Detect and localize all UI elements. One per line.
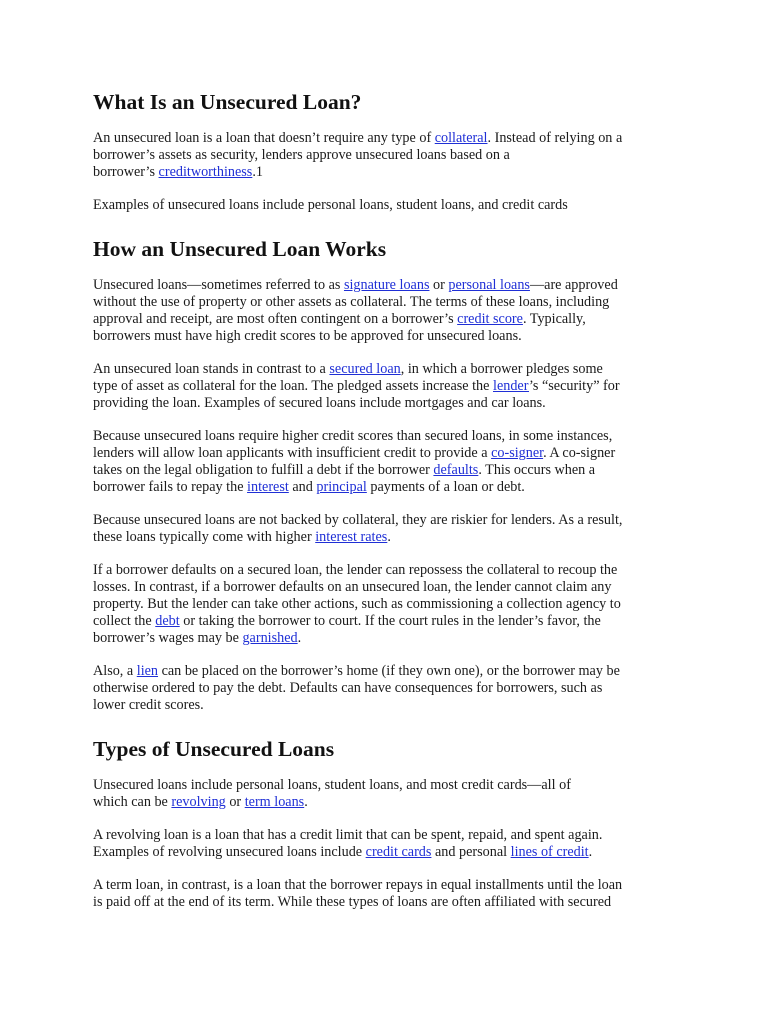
link-lines-of-credit[interactable]: lines of credit [510,844,589,860]
heading-types-of-unsecured-loans: Types of Unsecured Loans [93,737,335,761]
link-debt[interactable]: debt [155,613,180,629]
link-interest[interactable]: interest [247,479,289,495]
link-interest-rates[interactable]: interest rates [315,529,388,545]
paragraph-lien: Also, a lien can be placed on the borrower’s home (if they own one), or the borrower may be otherwise ordered to pay the debt. Defaults can have consequences for borrowers, such as lower credit scores. [93,663,620,713]
link-collateral[interactable]: collateral [434,130,488,146]
link-co-signer[interactable]: co-signer [491,445,544,461]
paragraph-types: Unsecured loans include personal loans, student loans, and most credit cards—all of which can be revolving or term loans. [93,777,571,810]
link-secured-loan[interactable]: secured loan [329,361,401,377]
link-credit-cards[interactable]: credit cards [365,844,432,860]
heading-how-unsecured-loan-works: How an Unsecured Loan Works [93,237,387,261]
paragraph-how-works: Unsecured loans—sometimes referred to as signature loans or personal loans—are approved without the use of property or other assets as collateral. The terms of these loans, including approval and receipt, are most often contingent on a borrower’s credit score. Typically, borrowers must have high credit scores to be approved for unsecured loans. [93,277,618,344]
paragraph-defaults: If a borrower defaults on a secured loan, the lender can repossess the collateral to recoup the losses. In contrast, if a borrower defaults on an unsecured loan, the lender cannot claim any property. But the lender can take other actions, such as commissioning a collection agency to collect the debt or taking the borrower to court. If the court rules in the lender’s favor, the borrower’s wages may be garnished. [93,562,621,646]
link-credit-score[interactable]: credit score [457,311,523,327]
article-body [93,89,683,911]
paragraph-definition: An unsecured loan is a loan that doesn’t require any type of collateral. Instead of relying on a borrower’s assets as security, lenders approve unsecured loans based on a borrower’s creditworthiness.1 [93,130,623,180]
paragraph-examples: Examples of unsecured loans include personal loans, student loans, and credit cards [93,197,568,213]
link-personal-loans[interactable]: personal loans [448,277,530,293]
heading-what-is-unsecured-loan: What Is an Unsecured Loan? [93,90,362,114]
paragraph-term-loan: A term loan, in contrast, is a loan that the borrower repays in equal installments until the loan is paid off at the end of its term. While these types of loans are often affiliated with secured [93,877,623,910]
paragraph-riskier: Because unsecured loans are not backed by collateral, they are riskier for lenders. As a result, these loans typically come with higher interest rates. [93,512,623,545]
link-defaults[interactable]: defaults [433,462,479,478]
paragraph-co-signer: Because unsecured loans require higher credit scores than secured loans, in some instances, lenders will allow loan applicants with insufficient credit to provide a co-signer. A co-signer takes on the legal obligation to fulfill a debt if the borrower defaults. This occurs when a borrower fails to repay the interest and principal payments of a loan or debt. [93,428,616,495]
paragraph-secured-contrast: An unsecured loan stands in contrast to a secured loan, in which a borrower pledges some type of asset as collateral for the loan. The pledged assets increase the lender’s “security” for providing the loan. Examples of secured loans include mortgages and car loans. [93,361,620,411]
link-term-loans[interactable]: term loans [244,794,305,810]
link-lender[interactable]: lender [493,378,529,394]
link-lien[interactable]: lien [136,663,159,679]
link-principal[interactable]: principal [316,479,367,495]
paragraph-revolving: A revolving loan is a loan that has a credit limit that can be spent, repaid, and spent again. Examples of revolving unsecured loans include credit cards and personal lines of credit. [93,827,603,860]
link-revolving[interactable]: revolving [171,794,226,810]
link-creditworthiness[interactable]: creditworthiness [158,164,253,180]
link-signature-loans[interactable]: signature loans [343,277,430,293]
link-garnished[interactable]: garnished [242,630,298,646]
